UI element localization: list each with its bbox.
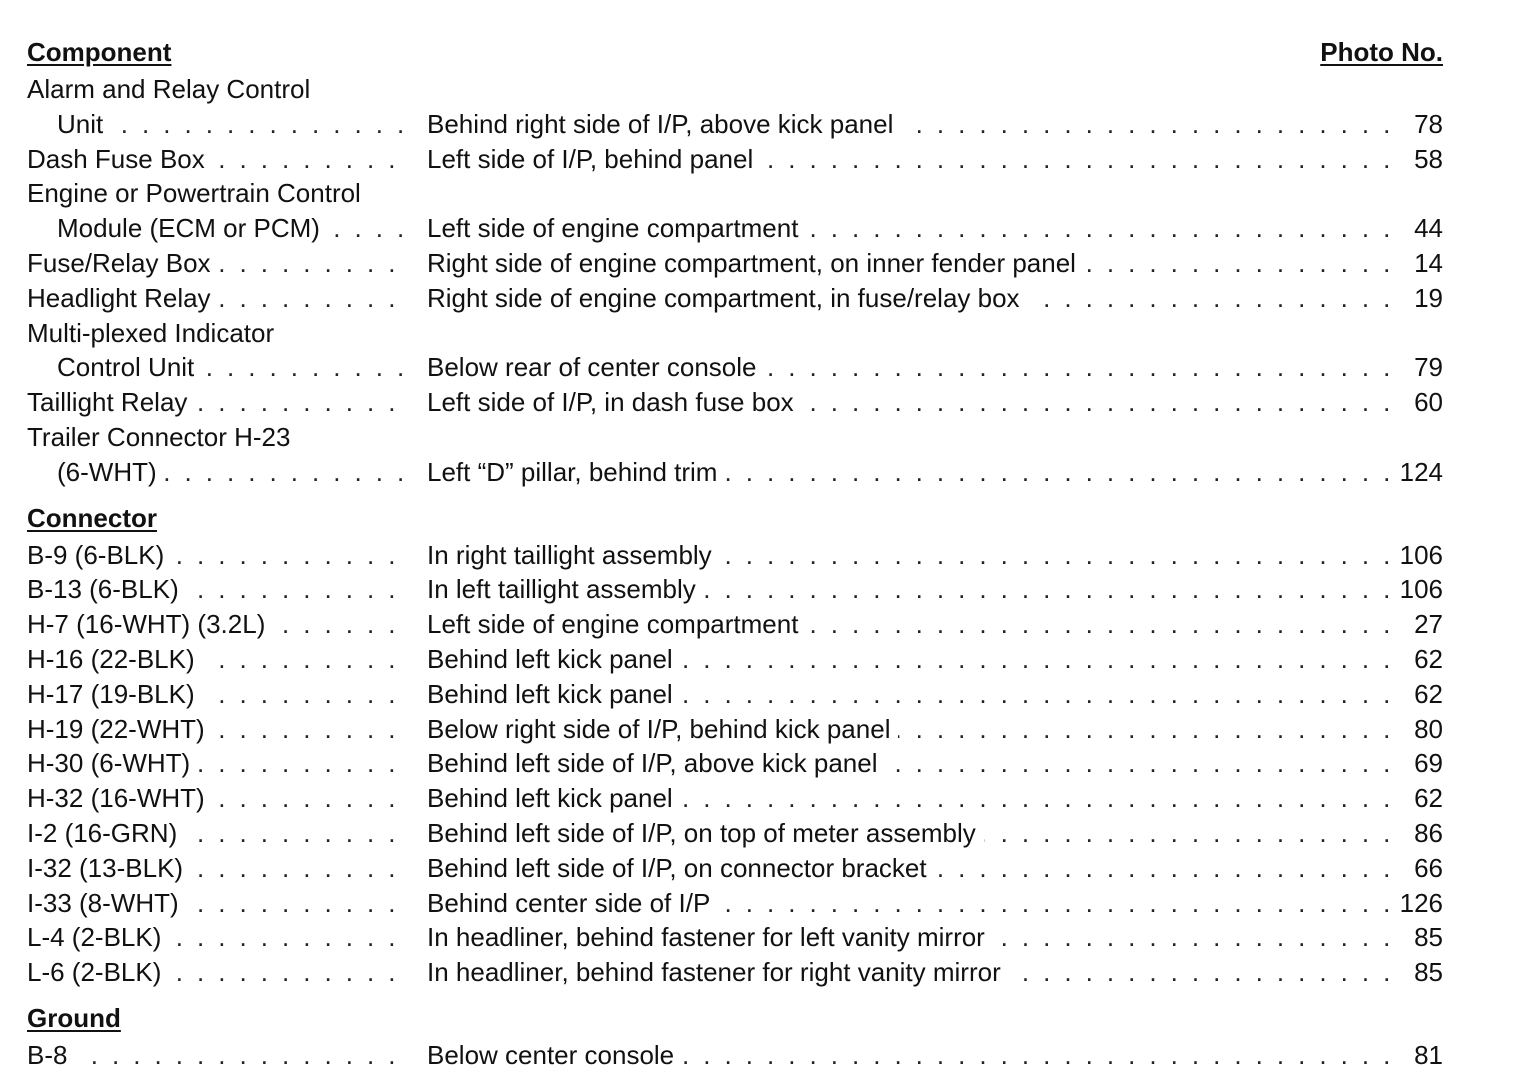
table-row <box>27 246 1443 281</box>
row-name-line1: Engine or Powertrain Control <box>27 178 361 209</box>
row-location: Behind left kick panel <box>427 644 681 674</box>
row-name-line1: Trailer Connector H-23 <box>27 421 291 452</box>
row-main-line <box>27 851 1443 886</box>
row-name: Headlight Relay <box>27 283 219 313</box>
header-row <box>27 36 1443 72</box>
row-name-cell <box>27 142 410 177</box>
row-name: B-8 <box>27 1040 75 1070</box>
row-name-cell <box>57 350 410 385</box>
row-location: Left side of engine compartment <box>427 609 806 639</box>
row-name-line1: Multi-plexed Indicator <box>27 317 275 348</box>
row-location-cell <box>427 385 1394 420</box>
row-photo-number: 66 <box>1414 852 1443 883</box>
row-photo-number: 60 <box>1414 387 1443 418</box>
row-main-line <box>27 281 1443 316</box>
row-name: H-16 (22-BLK) <box>27 644 203 674</box>
row-photo-number: 86 <box>1414 817 1443 848</box>
row-name-cell <box>27 781 410 816</box>
table-row <box>27 920 1443 955</box>
row-location: Behind left side of I/P, on connector bracket <box>427 853 935 883</box>
table-row <box>27 538 1443 573</box>
table-row <box>27 572 1443 607</box>
row-location-cell <box>427 816 1394 851</box>
row-main-line <box>27 746 1443 781</box>
row-photo-number: 126 <box>1399 887 1443 918</box>
row-name-cell <box>27 642 410 677</box>
row-name-cell <box>27 886 410 921</box>
row-name-cell <box>27 677 410 712</box>
row-name-first-line <box>27 420 1443 455</box>
row-name: H-19 (22-WHT) <box>27 714 213 744</box>
row-location-cell <box>427 211 1394 246</box>
table-row <box>27 142 1443 177</box>
row-location: Behind left kick panel <box>427 679 681 709</box>
row-photo-number: 106 <box>1399 574 1443 605</box>
table-row <box>27 1038 1443 1073</box>
row-photo-number: 81 <box>1414 1039 1443 1070</box>
row-name: H-7 (16-WHT) (3.2L) <box>27 609 273 639</box>
row-name: (6-WHT) <box>57 457 165 487</box>
ground-heading: Ground <box>27 1002 121 1033</box>
row-main-line <box>27 677 1443 712</box>
row-name: I-2 (16-GRN) <box>27 818 185 848</box>
row-location-cell <box>427 350 1394 385</box>
row-location: In left taillight assembly <box>427 574 704 604</box>
row-name: H-32 (16-WHT) <box>27 783 213 813</box>
row-main-line <box>27 816 1443 851</box>
row-photo-number: 62 <box>1414 783 1443 814</box>
row-name: Module (ECM or PCM) <box>57 213 328 243</box>
table-row <box>27 712 1443 747</box>
row-location: Below rear of center console <box>427 352 765 382</box>
row-location: Behind center side of I/P <box>427 888 718 918</box>
row-main-line <box>27 955 1443 990</box>
row-location: Left “D” pillar, behind trim <box>427 457 725 487</box>
row-main-line <box>27 385 1443 420</box>
row-location: Left side of I/P, in dash fuse box <box>427 387 802 417</box>
row-photo-number: 78 <box>1414 108 1443 139</box>
row-location: Left side of engine compartment <box>427 213 806 243</box>
connector-heading-row <box>27 502 1443 538</box>
row-main-line <box>27 886 1443 921</box>
row-main-line <box>27 538 1443 573</box>
row-main-line <box>27 107 1443 142</box>
row-photo-number: 85 <box>1414 957 1443 988</box>
row-location: Behind left kick panel <box>427 783 681 813</box>
row-location: Behind left side of I/P, on top of meter assembly <box>427 818 984 848</box>
row-name-cell <box>27 816 410 851</box>
row-name: Fuse/Relay Box <box>27 248 219 278</box>
table-row <box>27 642 1443 677</box>
row-name: Control Unit <box>57 352 202 382</box>
table-row <box>27 607 1443 642</box>
row-location-cell <box>427 746 1394 781</box>
row-location-cell <box>427 281 1394 316</box>
row-name: Dash Fuse Box <box>27 144 213 174</box>
row-name-cell <box>27 955 410 990</box>
row-photo-number: 19 <box>1414 282 1443 313</box>
row-name-line1: Alarm and Relay Control <box>27 74 311 104</box>
row-main-line <box>27 920 1443 955</box>
row-location-cell <box>427 955 1394 990</box>
row-location-cell <box>427 538 1394 573</box>
row-location-cell <box>427 607 1394 642</box>
row-photo-number: 69 <box>1414 748 1443 779</box>
connectors-list <box>27 538 1443 990</box>
table-row <box>27 886 1443 921</box>
row-location: Below center console <box>427 1040 682 1070</box>
table-row <box>27 746 1443 781</box>
row-name-cell <box>27 920 410 955</box>
row-location: In headliner, behind fastener for left vanity mirror <box>427 922 993 952</box>
table-row <box>27 955 1443 990</box>
row-name-cell <box>27 281 410 316</box>
table-row <box>27 316 1443 386</box>
row-location: Behind left side of I/P, above kick panel <box>427 748 885 778</box>
table-row <box>27 385 1443 420</box>
row-location-cell <box>427 1038 1394 1073</box>
row-main-line <box>27 572 1443 607</box>
row-main-line <box>27 142 1443 177</box>
row-photo-number: 58 <box>1414 143 1443 174</box>
row-location: Right side of engine compartment, in fuse/relay box <box>427 283 1028 313</box>
row-name: Unit <box>57 109 111 139</box>
row-main-line <box>27 642 1443 677</box>
row-photo-number: 80 <box>1414 713 1443 744</box>
row-photo-number: 85 <box>1414 922 1443 953</box>
row-location-cell <box>427 142 1394 177</box>
row-location: In headliner, behind fastener for right vanity mirror <box>427 957 1009 987</box>
row-photo-number: 79 <box>1414 352 1443 383</box>
row-name-first-line <box>27 72 1443 107</box>
row-name-cell <box>27 385 410 420</box>
table-row <box>27 781 1443 816</box>
row-name-first-line <box>27 316 1443 351</box>
row-location: Left side of I/P, behind panel <box>427 144 761 174</box>
leader-dots <box>27 1038 410 1073</box>
document-page <box>27 36 1443 1073</box>
row-name-cell <box>27 572 410 607</box>
row-photo-number: 124 <box>1399 456 1443 487</box>
table-row <box>27 281 1443 316</box>
row-location-cell <box>427 572 1394 607</box>
table-row <box>27 72 1443 142</box>
table-row <box>27 677 1443 712</box>
table-row <box>27 816 1443 851</box>
row-location: Right side of engine compartment, on inner fender panel <box>427 248 1084 278</box>
row-photo-number: 62 <box>1414 678 1443 709</box>
row-name: I-33 (8-WHT) <box>27 888 187 918</box>
row-main-line <box>27 350 1443 385</box>
connector-heading: Connector <box>27 502 157 533</box>
row-location-cell <box>427 455 1394 490</box>
row-name-cell <box>27 746 410 781</box>
row-location-cell <box>427 886 1394 921</box>
row-location-cell <box>427 642 1394 677</box>
row-name: B-13 (6-BLK) <box>27 574 187 604</box>
row-photo-number: 44 <box>1414 213 1443 244</box>
row-main-line <box>27 1038 1443 1073</box>
row-photo-number: 14 <box>1414 247 1443 278</box>
row-name: H-30 (6-WHT) <box>27 748 198 778</box>
row-name-cell <box>27 1038 410 1073</box>
row-name-cell <box>27 712 410 747</box>
row-main-line <box>27 455 1443 490</box>
row-name: L-4 (2-BLK) <box>27 922 169 952</box>
ground-heading-row <box>27 1002 1443 1038</box>
row-name: I-32 (13-BLK) <box>27 853 191 883</box>
row-location: In right taillight assembly <box>427 540 720 570</box>
row-main-line <box>27 712 1443 747</box>
row-location-cell <box>427 107 1394 142</box>
table-row <box>27 176 1443 246</box>
row-main-line <box>27 246 1443 281</box>
row-location-cell <box>427 677 1394 712</box>
component-section <box>27 36 1443 490</box>
row-name: H-17 (19-BLK) <box>27 679 203 709</box>
row-location-cell <box>427 246 1394 281</box>
row-name-cell <box>27 246 410 281</box>
grounds-list <box>27 1038 1443 1073</box>
row-location-cell <box>427 781 1394 816</box>
row-name-cell <box>57 107 410 142</box>
components-list <box>27 72 1443 490</box>
row-photo-number: 62 <box>1414 643 1443 674</box>
row-name-first-line <box>27 176 1443 211</box>
row-name: L-6 (2-BLK) <box>27 957 169 987</box>
row-main-line <box>27 211 1443 246</box>
connector-section <box>27 502 1443 990</box>
component-heading: Component <box>27 37 172 67</box>
table-row <box>27 420 1443 490</box>
row-main-line <box>27 607 1443 642</box>
row-name-cell <box>27 607 410 642</box>
row-location: Below right side of I/P, behind kick panel <box>427 714 898 744</box>
row-name-cell <box>27 851 410 886</box>
photo-no-heading: Photo No. <box>1320 37 1443 67</box>
row-photo-number: 106 <box>1399 539 1443 570</box>
row-name-cell <box>27 538 410 573</box>
row-name: B-9 (6-BLK) <box>27 540 172 570</box>
row-name-cell <box>57 211 410 246</box>
row-name: Taillight Relay <box>27 387 195 417</box>
table-row <box>27 851 1443 886</box>
row-photo-number: 27 <box>1414 609 1443 640</box>
row-main-line <box>27 781 1443 816</box>
row-name-cell <box>57 455 410 490</box>
row-location-cell <box>427 712 1394 747</box>
ground-section <box>27 1002 1443 1073</box>
row-location: Behind right side of I/P, above kick panel <box>427 109 901 139</box>
row-location-cell <box>427 851 1394 886</box>
row-location-cell <box>427 920 1394 955</box>
